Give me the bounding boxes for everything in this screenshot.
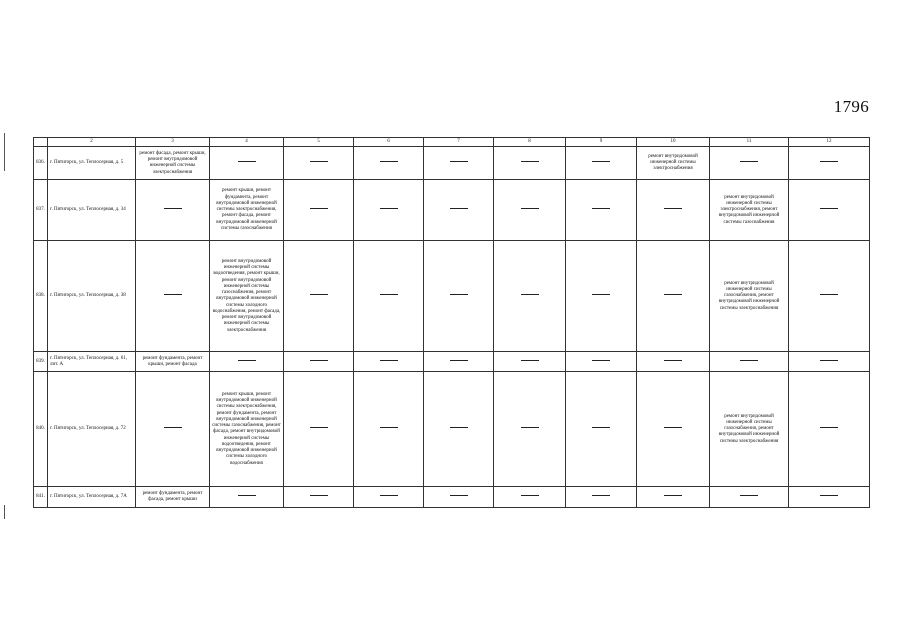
dash-cell — [136, 241, 210, 352]
dash-cell — [284, 241, 354, 352]
dash-cell — [494, 180, 566, 241]
dash-cell — [637, 180, 710, 241]
dash-cell — [494, 147, 566, 180]
dash-cell — [354, 180, 424, 241]
dash-cell — [136, 372, 210, 487]
work-cell-col11: ремонт внутридомовой инженерной системы газоснабжения, ремонт внутридомовой инженерной системы электроснабжения — [710, 372, 789, 487]
col-header-2: 2 — [48, 138, 136, 147]
scan-edge-mark — [4, 133, 5, 171]
table-row — [34, 487, 870, 508]
dash-cell — [424, 147, 494, 180]
dash-cell — [710, 487, 789, 508]
work-cell-col3: ремонт фундамента, ремонт крыши, ремонт фасада — [136, 352, 210, 372]
table-row — [34, 241, 870, 352]
dash-cell — [210, 487, 284, 508]
dash-cell — [566, 241, 637, 352]
dash-cell — [424, 352, 494, 372]
dash-cell — [566, 487, 637, 508]
row-number: 838. — [34, 241, 48, 352]
dash-cell — [789, 372, 870, 487]
dash-cell — [789, 180, 870, 241]
col-header-6: 6 — [354, 138, 424, 147]
col-header-7: 7 — [424, 138, 494, 147]
dash-cell — [284, 180, 354, 241]
col-header-4: 4 — [210, 138, 284, 147]
col-header-5: 5 — [284, 138, 354, 147]
dash-cell — [284, 352, 354, 372]
dash-cell — [494, 372, 566, 487]
row-number: 839. — [34, 352, 48, 372]
col-header-8: 8 — [494, 138, 566, 147]
dash-cell — [566, 180, 637, 241]
row-number: 841. — [34, 487, 48, 508]
row-number: 837. — [34, 180, 48, 241]
row-number: 840. — [34, 372, 48, 487]
dash-cell — [566, 372, 637, 487]
dash-cell — [424, 487, 494, 508]
col-header-12: 12 — [789, 138, 870, 147]
col-header-1 — [34, 138, 48, 147]
dash-cell — [637, 241, 710, 352]
col-header-9: 9 — [566, 138, 637, 147]
dash-cell — [354, 352, 424, 372]
dash-cell — [284, 147, 354, 180]
address-cell: г. Пятигорск, ул. Теплосерная, д. 61, лит. А — [48, 352, 136, 372]
repair-schedule-table — [33, 137, 870, 508]
dash-cell — [637, 487, 710, 508]
table-row — [34, 372, 870, 487]
dash-cell — [789, 147, 870, 180]
dash-cell — [284, 487, 354, 508]
dash-cell — [354, 147, 424, 180]
table-row — [34, 352, 870, 372]
dash-cell — [566, 352, 637, 372]
work-cell-col4: ремонт крыши, ремонт фундамента, ремонт внутридомовой инженерной системы электроснабжения, ремонт фасада, ремонт внутридомовой инженерной системы газоснабжения — [210, 180, 284, 241]
dash-cell — [354, 372, 424, 487]
scan-edge-mark — [4, 505, 5, 519]
work-cell-col10: ремонт внутридомовой инженерной системы электроснабжения — [637, 147, 710, 180]
dash-cell — [424, 372, 494, 487]
dash-cell — [566, 147, 637, 180]
table-row — [34, 147, 870, 180]
dash-cell — [354, 241, 424, 352]
row-number: 836. — [34, 147, 48, 180]
dash-cell — [136, 180, 210, 241]
table-row — [34, 180, 870, 241]
dash-cell — [494, 352, 566, 372]
dash-cell — [637, 372, 710, 487]
work-cell-col4: ремонт внутридомовой инженерной системы водоотведения, ремонт крыши, ремонт внутридомовой инженерной системы газоснабжения, ремонт внутридомовой инженерной системы холодного водоснабжения, ремонт фасада, ремонт внутридомовой инженерной системы электроснабжения — [210, 241, 284, 352]
address-cell: г. Пятигорск, ул. Теплосерная, д. 7А — [48, 487, 136, 508]
dash-cell — [710, 147, 789, 180]
dash-cell — [789, 241, 870, 352]
work-cell-col11: ремонт внутридомовой инженерной системы электроснабжения, ремонт внутридомовой инженерной системы газоснабжения — [710, 180, 789, 241]
address-cell: г. Пятигорск, ул. Теплосерная, д. 72 — [48, 372, 136, 487]
work-cell-col3: ремонт фасада, ремонт крыши, ремонт внутридомовой инженерной системы электроснабжения — [136, 147, 210, 180]
dash-cell — [210, 147, 284, 180]
col-header-3: 3 — [136, 138, 210, 147]
dash-cell — [354, 487, 424, 508]
page-number: 1796 — [833, 97, 869, 116]
header-row — [34, 138, 870, 147]
address-cell: г. Пятигорск, ул. Теплосерная, д. 38 — [48, 241, 136, 352]
dash-cell — [637, 352, 710, 372]
work-cell-col3: ремонт фундамента, ремонт фасада, ремонт крыши — [136, 487, 210, 508]
dash-cell — [494, 241, 566, 352]
work-cell-col4: ремонт крыши, ремонт внутридомовой инженерной системы электроснабжения, ремонт фундамента, ремонт внутридомовой инженерной системы газоснабжения, ремонт фасада, ремонт внутридомовой инженерной системы водоотведения, ремонт внутридомовой инженерной системы холодного водоснабжения — [210, 372, 284, 487]
address-cell: г. Пятигорск, ул. Теплосерная, д. 5 — [48, 147, 136, 180]
dash-cell — [424, 180, 494, 241]
dash-cell — [789, 352, 870, 372]
address-cell: г. Пятигорск, ул. Теплосерная, д. 34 — [48, 180, 136, 241]
dash-cell — [210, 352, 284, 372]
dash-cell — [710, 352, 789, 372]
dash-cell — [284, 372, 354, 487]
work-cell-col11: ремонт внутридомовой инженерной системы газоснабжения, ремонт внутридомовой инженерной системы электроснабжения — [710, 241, 789, 352]
dash-cell — [494, 487, 566, 508]
dash-cell — [424, 241, 494, 352]
dash-cell — [789, 487, 870, 508]
col-header-11: 11 — [710, 138, 789, 147]
col-header-10: 10 — [637, 138, 710, 147]
